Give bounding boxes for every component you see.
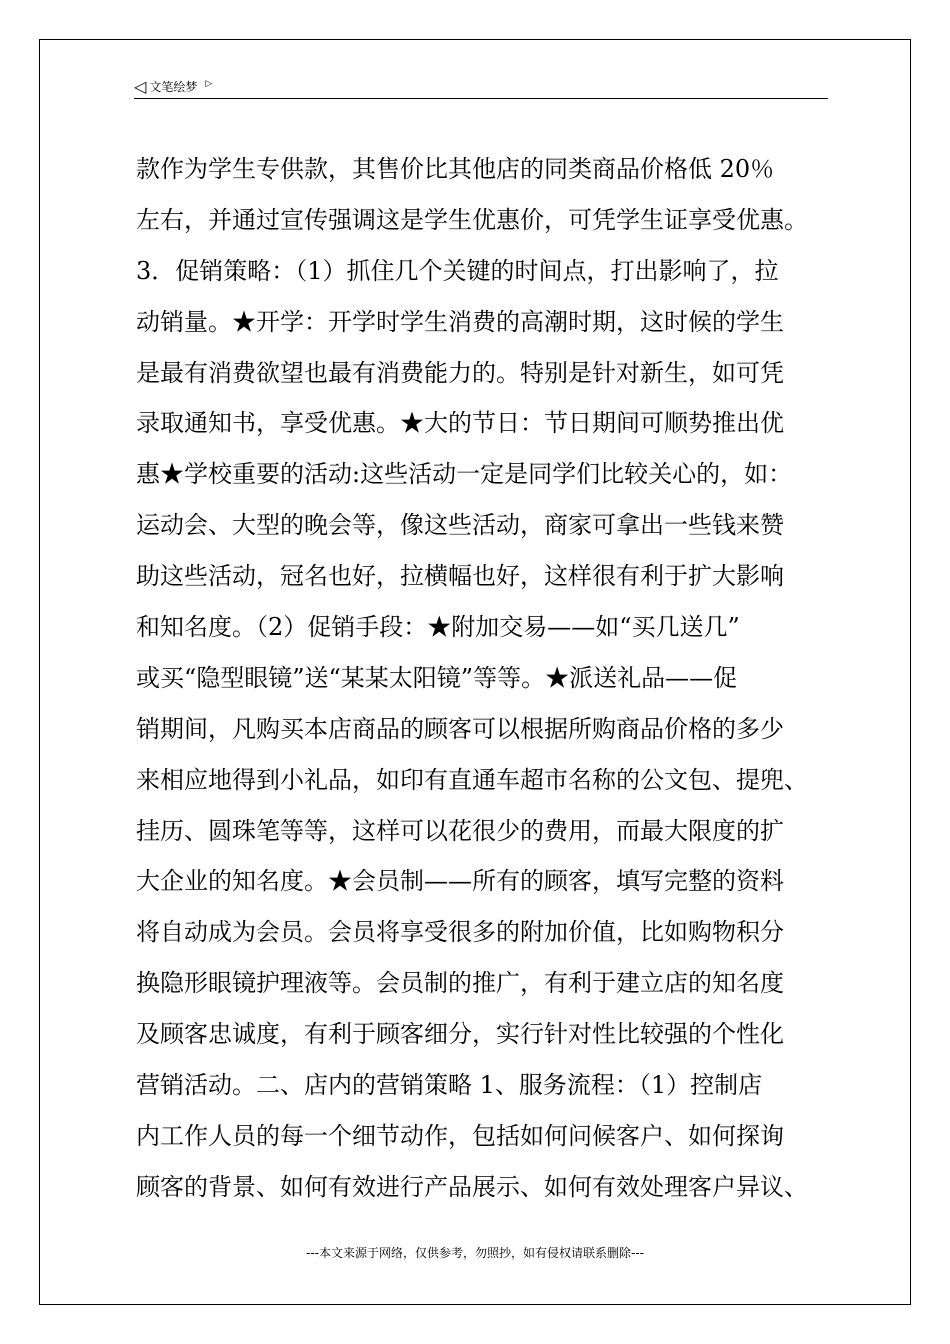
text-line: 运动会、大型的晚会等，像这些活动，商家可拿出一些钱来赞 — [136, 511, 784, 540]
text-line: 营销活动。二、店内的营销策略 1、服务流程：（1）控制店 — [136, 1071, 763, 1100]
header-title: 文笔绘梦 — [149, 80, 198, 94]
text-line: 大企业的知名度。★会员制——所有的顾客，填写完整的资料 — [136, 867, 784, 896]
text-line: 挂历、圆珠笔等等，这样可以花很少的费用，而最大限度的扩 — [136, 816, 784, 845]
text-line: 来相应地得到小礼品，如印有直通车超市名称的公文包、提兜、 — [136, 765, 808, 794]
text-line: 惠★学校重要的活动:这些活动一定是同学们比较关心的，如： — [136, 460, 793, 489]
triangle-left-icon: ◁ — [134, 77, 147, 96]
text-line: 左右，并通过宣传强调这是学生优惠价，可凭学生证享受优惠。 — [136, 205, 808, 234]
text-line: 及顾客忠诚度，有利于顾客细分，实行针对性比较强的个性化 — [136, 1020, 784, 1049]
text-line: 和知名度。（2）促销手段：★附加交易——如“买几送几” — [136, 613, 740, 642]
page-header — [134, 76, 828, 99]
text-line: 是最有消费欲望也最有消费能力的。特别是针对新生，如可凭 — [136, 358, 784, 387]
triangle-right-icon: ▷ — [205, 79, 213, 89]
text-line: 换隐形眼镜护理液等。会员制的推广，有利于建立店的知名度 — [136, 969, 784, 998]
text-line: 内工作人员的每一个细节动作，包括如何问候客户、如何探询 — [136, 1121, 784, 1150]
text-line: 动销量。★开学：开学时学生消费的高潮时期，这时候的学生 — [136, 307, 784, 336]
text-line: 录取通知书，享受优惠。★大的节日：节日期间可顺势推出优 — [136, 409, 784, 438]
page-footer: ---本文来源于网络，仅供参考，勿照抄，如有侵权请联系删除--- — [306, 1246, 644, 1260]
text-line: 顾客的背景、如何有效进行产品展示、如何有效处理客户异议、 — [136, 1172, 808, 1201]
text-line: 3．促销策略：（1）抓住几个关键的时间点，打出影响了，拉 — [136, 256, 779, 285]
text-line: 助这些活动，冠名也好，拉横幅也好，这样很有利于扩大影响 — [136, 562, 784, 591]
text-line: 将自动成为会员。会员将享受很多的附加价值，比如购物积分 — [136, 918, 784, 947]
text-line: 款作为学生专供款，其售价比其他店的同类商品价格低 20％ — [136, 155, 775, 183]
text-line: 或买“隐型眼镜”送“某某太阳镜”等等。★派送礼品——促 — [136, 663, 738, 692]
text-line: 销期间，凡购买本店商品的顾客可以根据所购商品价格的多少 — [136, 714, 784, 743]
body-text — [136, 147, 836, 1216]
